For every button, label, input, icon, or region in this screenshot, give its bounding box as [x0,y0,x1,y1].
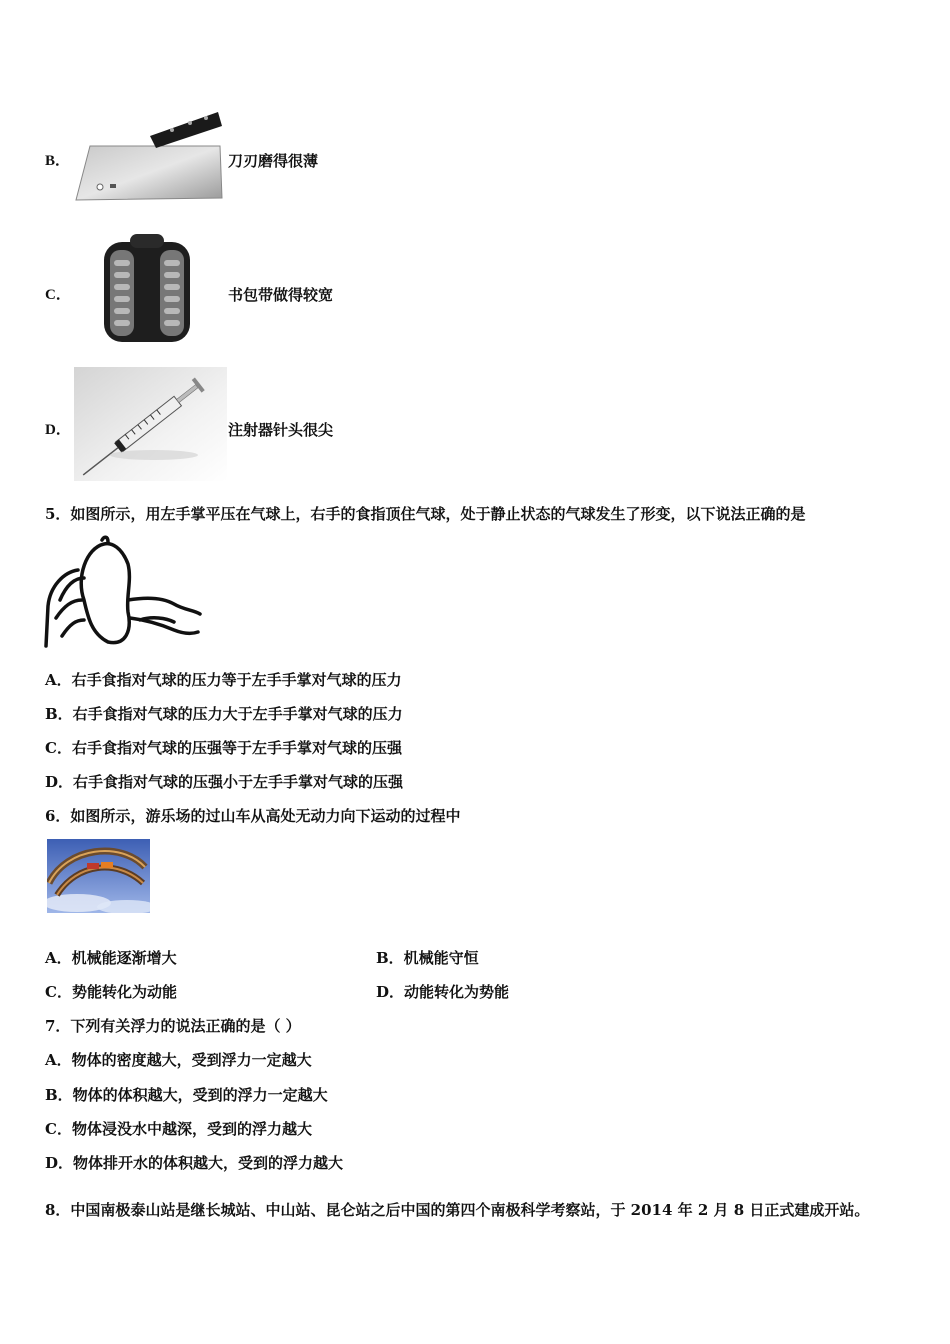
q4-option-b-letter: B． [45,153,71,169]
q6-stem: 6．如图所示，游乐场的过山车从高处无动力向下运动的过程中 [45,807,461,825]
q8-stem: 8．中国南极泰山站是继长城站、中山站、昆仑站之后中国的第四个南极科学考察站，于 2014 年 2 月 8 日正式建成开站。 [45,1201,870,1219]
roller-coaster-image [47,839,150,913]
q4-option-d-text: 注射器针头很尖 [228,421,334,439]
q4-option-c-letter: C． [45,287,71,303]
q4-option-d-letter: D． [45,422,71,438]
q6-option-a: A．机械能逐渐增大 [45,949,177,967]
q7-option-b: B．物体的体积越大，受到的浮力一定越大 [45,1086,328,1104]
q7-option-a: A．物体的密度越大，受到浮力一定越大 [45,1051,312,1069]
q5-option-c: C．右手食指对气球的压强等于左手手掌对气球的压强 [45,739,402,757]
syringe-image [74,367,227,481]
backpack-image [96,232,198,346]
q7-option-d: D．物体排开水的体积越大，受到的浮力越大 [45,1154,344,1172]
hands-pressing-balloon-image [42,534,202,652]
q7-option-c: C．物体浸没水中越深，受到的浮力越大 [45,1120,312,1138]
q5-option-a: A．右手食指对气球的压力等于左手手掌对气球的压力 [45,671,402,689]
cleaver-knife-image [72,108,224,208]
q6-option-c: C．势能转化为动能 [45,983,177,1001]
q5-option-b: B．右手食指对气球的压力大于左手手掌对气球的压力 [45,705,403,723]
q5-option-d: D．右手食指对气球的压强小于左手手掌对气球的压强 [45,773,404,791]
q4-option-b-text: 刀刃磨得很薄 [228,152,319,170]
q6-option-b: B．机械能守恒 [376,949,479,967]
q5-stem: 5．如图所示，用左手掌平压在气球上，右手的食指顶住气球，处于静止状态的气球发生了形变，以下说法正确的是 [45,505,806,523]
q7-stem: 7．下列有关浮力的说法正确的是（ ） [45,1017,301,1035]
q6-option-d: D．动能转化为势能 [376,983,510,1001]
q4-option-c-text: 书包带做得较宽 [228,286,334,304]
